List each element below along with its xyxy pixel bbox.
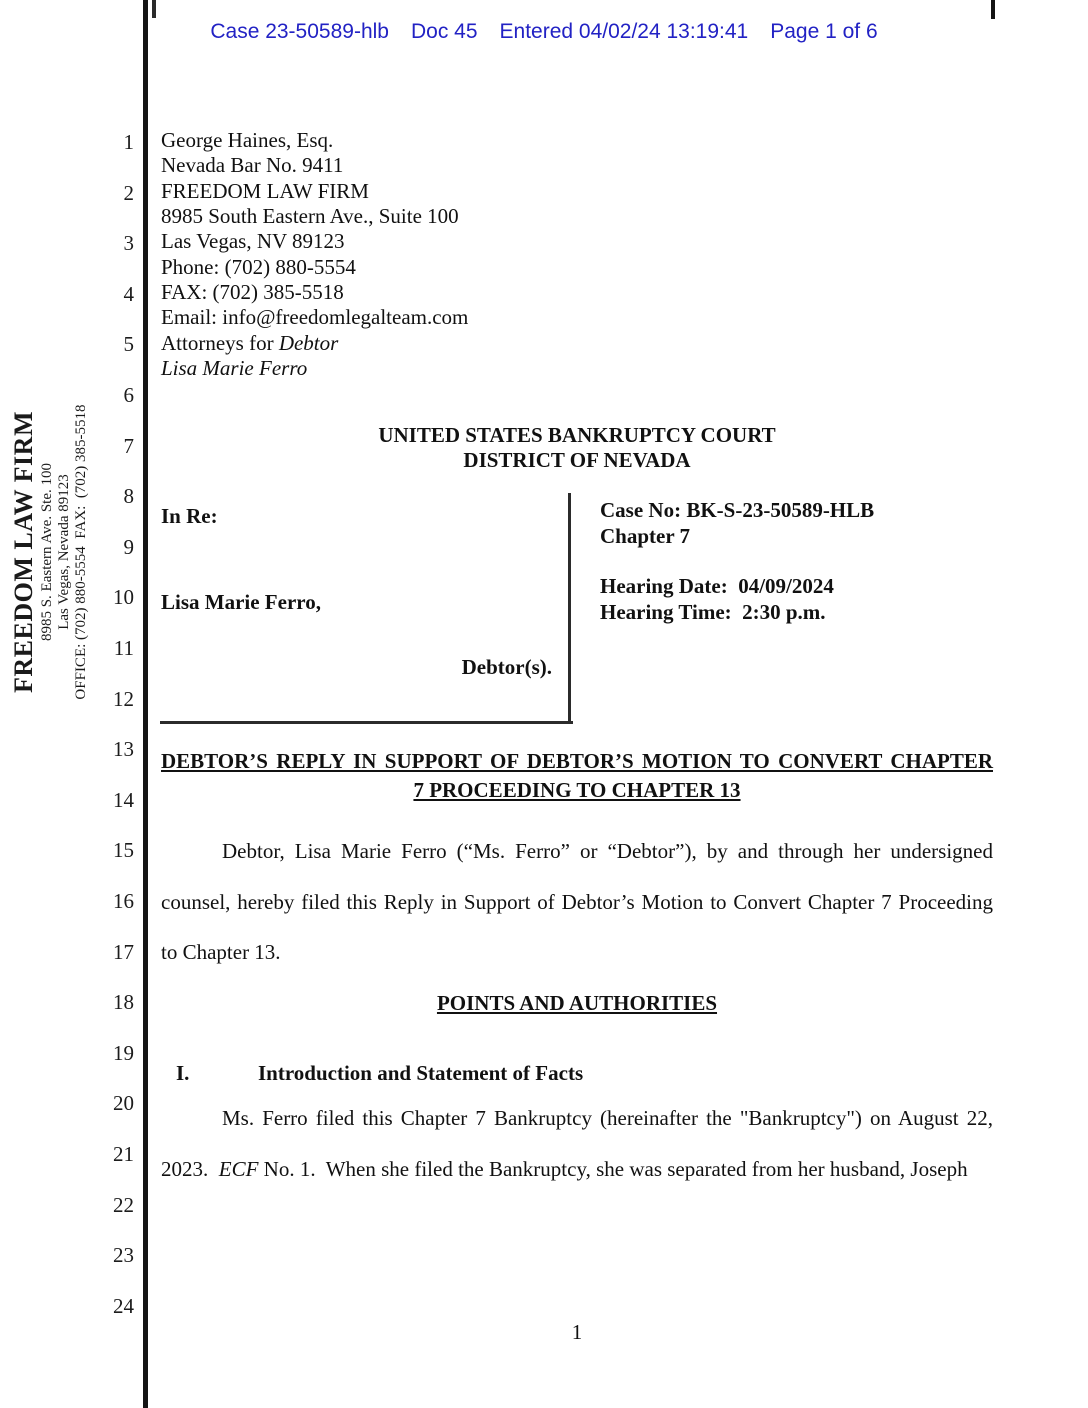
line-number: 4 [123,281,134,306]
attorneys-for-prefix: Attorneys for [161,330,279,355]
firm-phone: Phone: (702) 880-5554 [161,254,356,279]
line-number: 21 [113,1142,134,1166]
line-number: 9 [123,534,134,559]
line-number: 24 [113,1293,134,1318]
footer-page-number: 1 [571,1320,583,1344]
line-number: 11 [113,636,134,660]
para2-line1: Ms. Ferro filed this Chapter 7 Bankruptcy (hereinafter the "Bankruptcy") on August 22, [222,1106,993,1130]
hearing-time: Hearing Time: 2:30 p.m. [600,600,826,624]
caption-in-re: In Re: [161,504,218,528]
represented-debtor-name: Lisa Marie Ferro [161,356,308,381]
para1-line2: counsel, hereby filed this Reply in Support of Debtor’s Motion to Convert Chapter 7 Proceeding [161,890,993,914]
para1-line1: Debtor, Lisa Marie Ferro (“Ms. Ferro” or “Debtor”), by and through her undersigned [222,839,993,863]
firm-name: FREEDOM LAW FIRM [161,178,369,203]
caption-debtor-label: Debtor(s). [461,655,552,679]
ecf-stamp-header [0,20,1088,44]
points-authorities-heading [161,990,993,1016]
firm-city-state: Las Vegas, NV 89123 [161,229,345,254]
line-number: 6 [123,383,134,407]
line-number: 2 [123,180,134,205]
section1-number: I. [176,1061,190,1085]
stamp-case-number: Case 23-50589-hlb [210,20,389,43]
firm-fax: FAX: (702) 385-5518 [161,280,344,305]
line-number: 23 [113,1243,134,1268]
line-number: 22 [113,1192,134,1217]
top-right-registration-tick [991,0,995,19]
line-number: 13 [113,737,134,762]
para2-line2 [161,1156,993,1182]
document-title-line1: DEBTOR’S REPLY IN SUPPORT OF DEBTOR’S MOTION TO CONVERT CHAPTER [161,749,993,773]
stamp-entered-timestamp: Entered 04/02/24 13:19:41 [499,20,749,43]
para2-line2-suffix: No. 1. When she filed the Bankruptcy, she was separated from her husband, Joseph [258,1157,968,1181]
line-number: 16 [113,889,134,913]
line-number: 17 [113,939,134,964]
top-left-registration-tick [152,0,156,18]
firm-street: 8985 South Eastern Ave., Suite 100 [161,204,459,229]
attorneys-for-line [161,331,468,356]
firm-sidebar [9,402,93,702]
line-number: 20 [113,1091,134,1116]
attorneys-for-debtor: Debtor [278,330,339,355]
para1-line3: to Chapter 13. [161,940,281,964]
points-authorities-text: POINTS AND AUTHORITIES [436,991,718,1015]
section1-heading: Introduction and Statement of Facts [258,1061,584,1085]
line-number: 1 [123,130,134,154]
court-district: DISTRICT OF NEVADA [463,448,691,472]
caption-debtor-name: Lisa Marie Ferro, [161,590,321,614]
case-number: Case No: BK-S-23-50589-HLB [600,498,875,522]
line-number: 7 [123,433,134,458]
line-number: 12 [113,686,134,711]
line-number: 3 [123,231,134,256]
firm-email: Email: info@freedomlegalteam.com [161,305,469,330]
line-number: 15 [113,838,134,863]
stamp-page-count: Page 1 of 6 [770,20,878,43]
line-number: 19 [113,1040,134,1065]
attorney-bar-number: Nevada Bar No. 9411 [161,153,344,178]
firm-address-vertical: 8985 S. Eastern Ave. Ste. 100 [39,462,55,642]
firm-city-vertical: Las Vegas, Nevada 89123 [56,474,72,630]
document-title-line2-text: 7 PROCEEDING TO CHAPTER 13 [413,778,741,802]
hearing-date: Hearing Date: 04/09/2024 [600,574,834,598]
line-number: 10 [113,585,134,610]
line-number: 18 [113,990,134,1015]
line-number: 5 [123,332,134,357]
para2-line2-prefix: 2023. [161,1157,219,1181]
firm-name-vertical: FREEDOM LAW FIRM [9,411,38,693]
document-title-line2 [161,777,993,803]
attorney-name: George Haines, Esq. [161,128,334,152]
court-name: UNITED STATES BANKRUPTCY COURT [378,423,776,447]
line-number: 14 [113,787,134,812]
attorney-block [161,128,468,381]
chapter-number: Chapter 7 [600,524,691,548]
caption-box-bottom-border [160,721,573,724]
line-number: 8 [123,484,134,509]
para2-ecf-citation: ECF [218,1157,259,1181]
pleading-vertical-rule [143,0,148,1408]
firm-phone-vertical: OFFICE: (702) 880-5554 FAX: (702) 385-5518 [73,404,89,700]
stamp-doc-number: Doc 45 [410,20,478,43]
